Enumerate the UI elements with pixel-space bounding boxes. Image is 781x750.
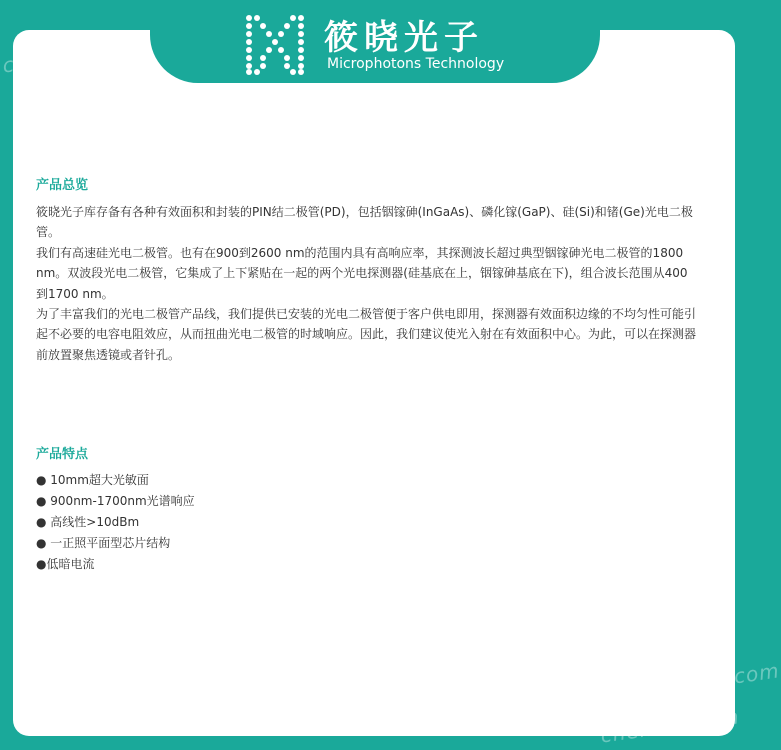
feature-item: ● 900nm-1700nm光谱响应 bbox=[36, 494, 195, 508]
features-list bbox=[36, 470, 696, 575]
watermark: chem17.com bbox=[639, 658, 781, 702]
watermark: chem17.com bbox=[599, 704, 741, 748]
feature-item: ●低暗电流 bbox=[36, 557, 95, 571]
feature-item: ● 高线性>10dBm bbox=[36, 515, 140, 529]
overview-paragraph: 筱晓光子库存备有各种有效面积和封装的PIN结二极管(PD)，包括铟镓砷(InGaAs)、磷化镓(GaP)、硅(Si)和锗(Ge)光电二极管。 bbox=[36, 205, 693, 240]
brand-name-chinese: 筱晓光子 bbox=[324, 18, 484, 58]
feature-item: ● 一正照平面型芯片结构 bbox=[36, 536, 171, 550]
microphotons-logo-icon bbox=[243, 12, 307, 76]
features-title: 产品特点 bbox=[36, 447, 89, 462]
brand-name-english: Microphotons Technology bbox=[327, 56, 505, 72]
content-card bbox=[13, 30, 735, 736]
feature-item: ● 10mm超大光敏面 bbox=[36, 473, 149, 487]
overview-body bbox=[36, 202, 696, 365]
overview-paragraph: 我们有高速硅光电二极管。也有在900到2600 nm的范围内具有高响应率，其探测波长超过典型铟镓砷光电二极管的1800 nm。双波段光电二极管，它集成了上下紧贴在一起的两个光电探测器(硅基底在上，铟镓砷基底在下)，组合波长范围从400到1700 nm。 bbox=[36, 245, 688, 301]
overview-title: 产品总览 bbox=[36, 178, 89, 193]
overview-paragraph: 为了丰富我们的光电二极管产品线，我们提供已安装的光电二极管便于客户供电即用，探测器有效面积边缘的不均匀性可能引起不必要的电容电阻效应，从而扭曲光电二极管的时域响应。因此，我们建议使光入射在有效面积中心。为此，可以在探测器前放置聚焦透镜或者针孔。 bbox=[36, 307, 697, 362]
watermark: chem17.com bbox=[1, 34, 143, 78]
